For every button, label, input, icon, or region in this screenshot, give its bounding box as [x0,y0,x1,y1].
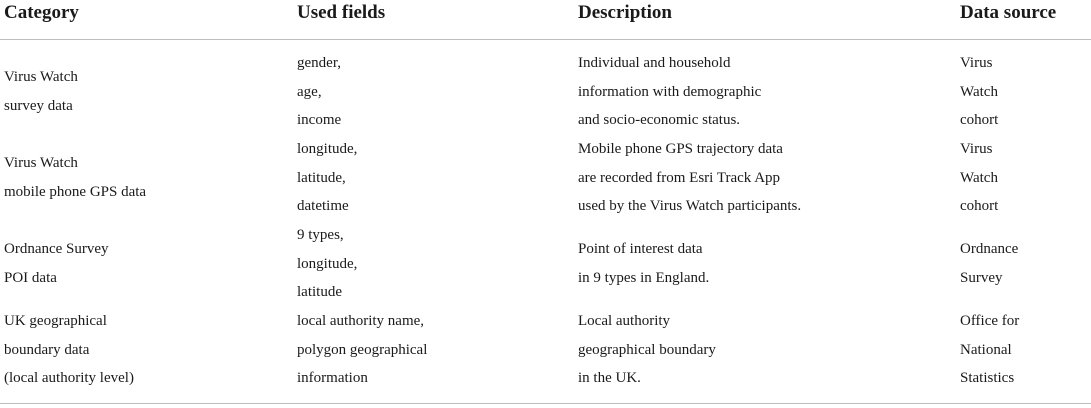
cell-line: are recorded from Esri Track App [578,169,781,186]
cell-line: information [297,370,368,387]
used-fields-cell [297,49,341,135]
cell-line: Virus [960,141,993,157]
cell-line: in the UK. [578,370,641,387]
table-header-row [0,0,1091,30]
cell-line: Virus [960,55,993,71]
table-bottom-rule [0,403,1091,404]
cell-line: Ordnance [960,241,1019,257]
data-source-cell [960,49,998,135]
cell-line: (local authority level) [4,370,134,387]
cell-line: gender, [297,55,341,71]
cell-line: and socio-economic status. [578,112,741,129]
cell-line: local authority name, [297,313,425,329]
category-cell [4,307,134,393]
cell-line: 9 types, [297,227,344,243]
cell-line: Ordnance Survey [4,241,109,257]
header-description: Description [578,2,672,23]
data-source-cell [960,235,1018,292]
cell-line: Individual and household [578,55,731,71]
cell-line: in 9 types in England. [578,269,710,286]
cell-line: Survey [960,269,1003,286]
cell-line: cohort [960,198,999,215]
cell-line: Watch [960,83,998,100]
data-source-cell [960,307,1019,393]
cell-line: Mobile phone GPS trajectory data [578,141,783,157]
cell-line: age, [297,83,322,100]
category-cell [4,149,146,206]
used-fields-cell [297,307,427,393]
header-data-source: Data source [960,2,1057,23]
cell-line: Watch [960,169,998,186]
used-fields-cell [297,135,357,221]
cell-line: survey data [4,97,73,114]
cell-line: Virus Watch [4,155,78,171]
cell-line: latitude, [297,169,346,186]
description-cell [578,135,801,221]
cell-line: used by the Virus Watch participants. [578,198,802,215]
category-cell [4,63,78,120]
cell-line: longitude, [297,141,358,157]
cell-line: Point of interest data [578,241,703,257]
cell-line: boundary data [4,341,90,358]
cell-line: Statistics [960,370,1015,387]
cell-line: datetime [297,198,349,215]
cell-line: Virus Watch [4,69,78,85]
cell-line: National [960,341,1012,358]
used-fields-cell [297,221,357,307]
data-source-cell [960,135,998,221]
cell-line: geographical boundary [578,341,716,358]
cell-line: POI data [4,269,57,286]
cell-line: Office for [960,313,1020,329]
description-cell [578,307,716,393]
cell-line: mobile phone GPS data [4,183,147,200]
header-used-fields: Used fields [297,2,386,23]
category-cell [4,235,109,292]
cell-line: latitude [297,284,342,301]
header-category: Category [4,2,79,23]
description-cell [578,49,761,135]
cell-line: longitude, [297,255,358,272]
cell-line: UK geographical [4,313,107,329]
description-cell [578,235,709,292]
cell-line: polygon geographical [297,341,428,358]
header-divider [0,39,1091,40]
cell-line: Local authority [578,313,671,329]
cell-line: income [297,112,342,129]
cell-line: information with demographic [578,83,762,100]
cell-line: cohort [960,112,999,129]
